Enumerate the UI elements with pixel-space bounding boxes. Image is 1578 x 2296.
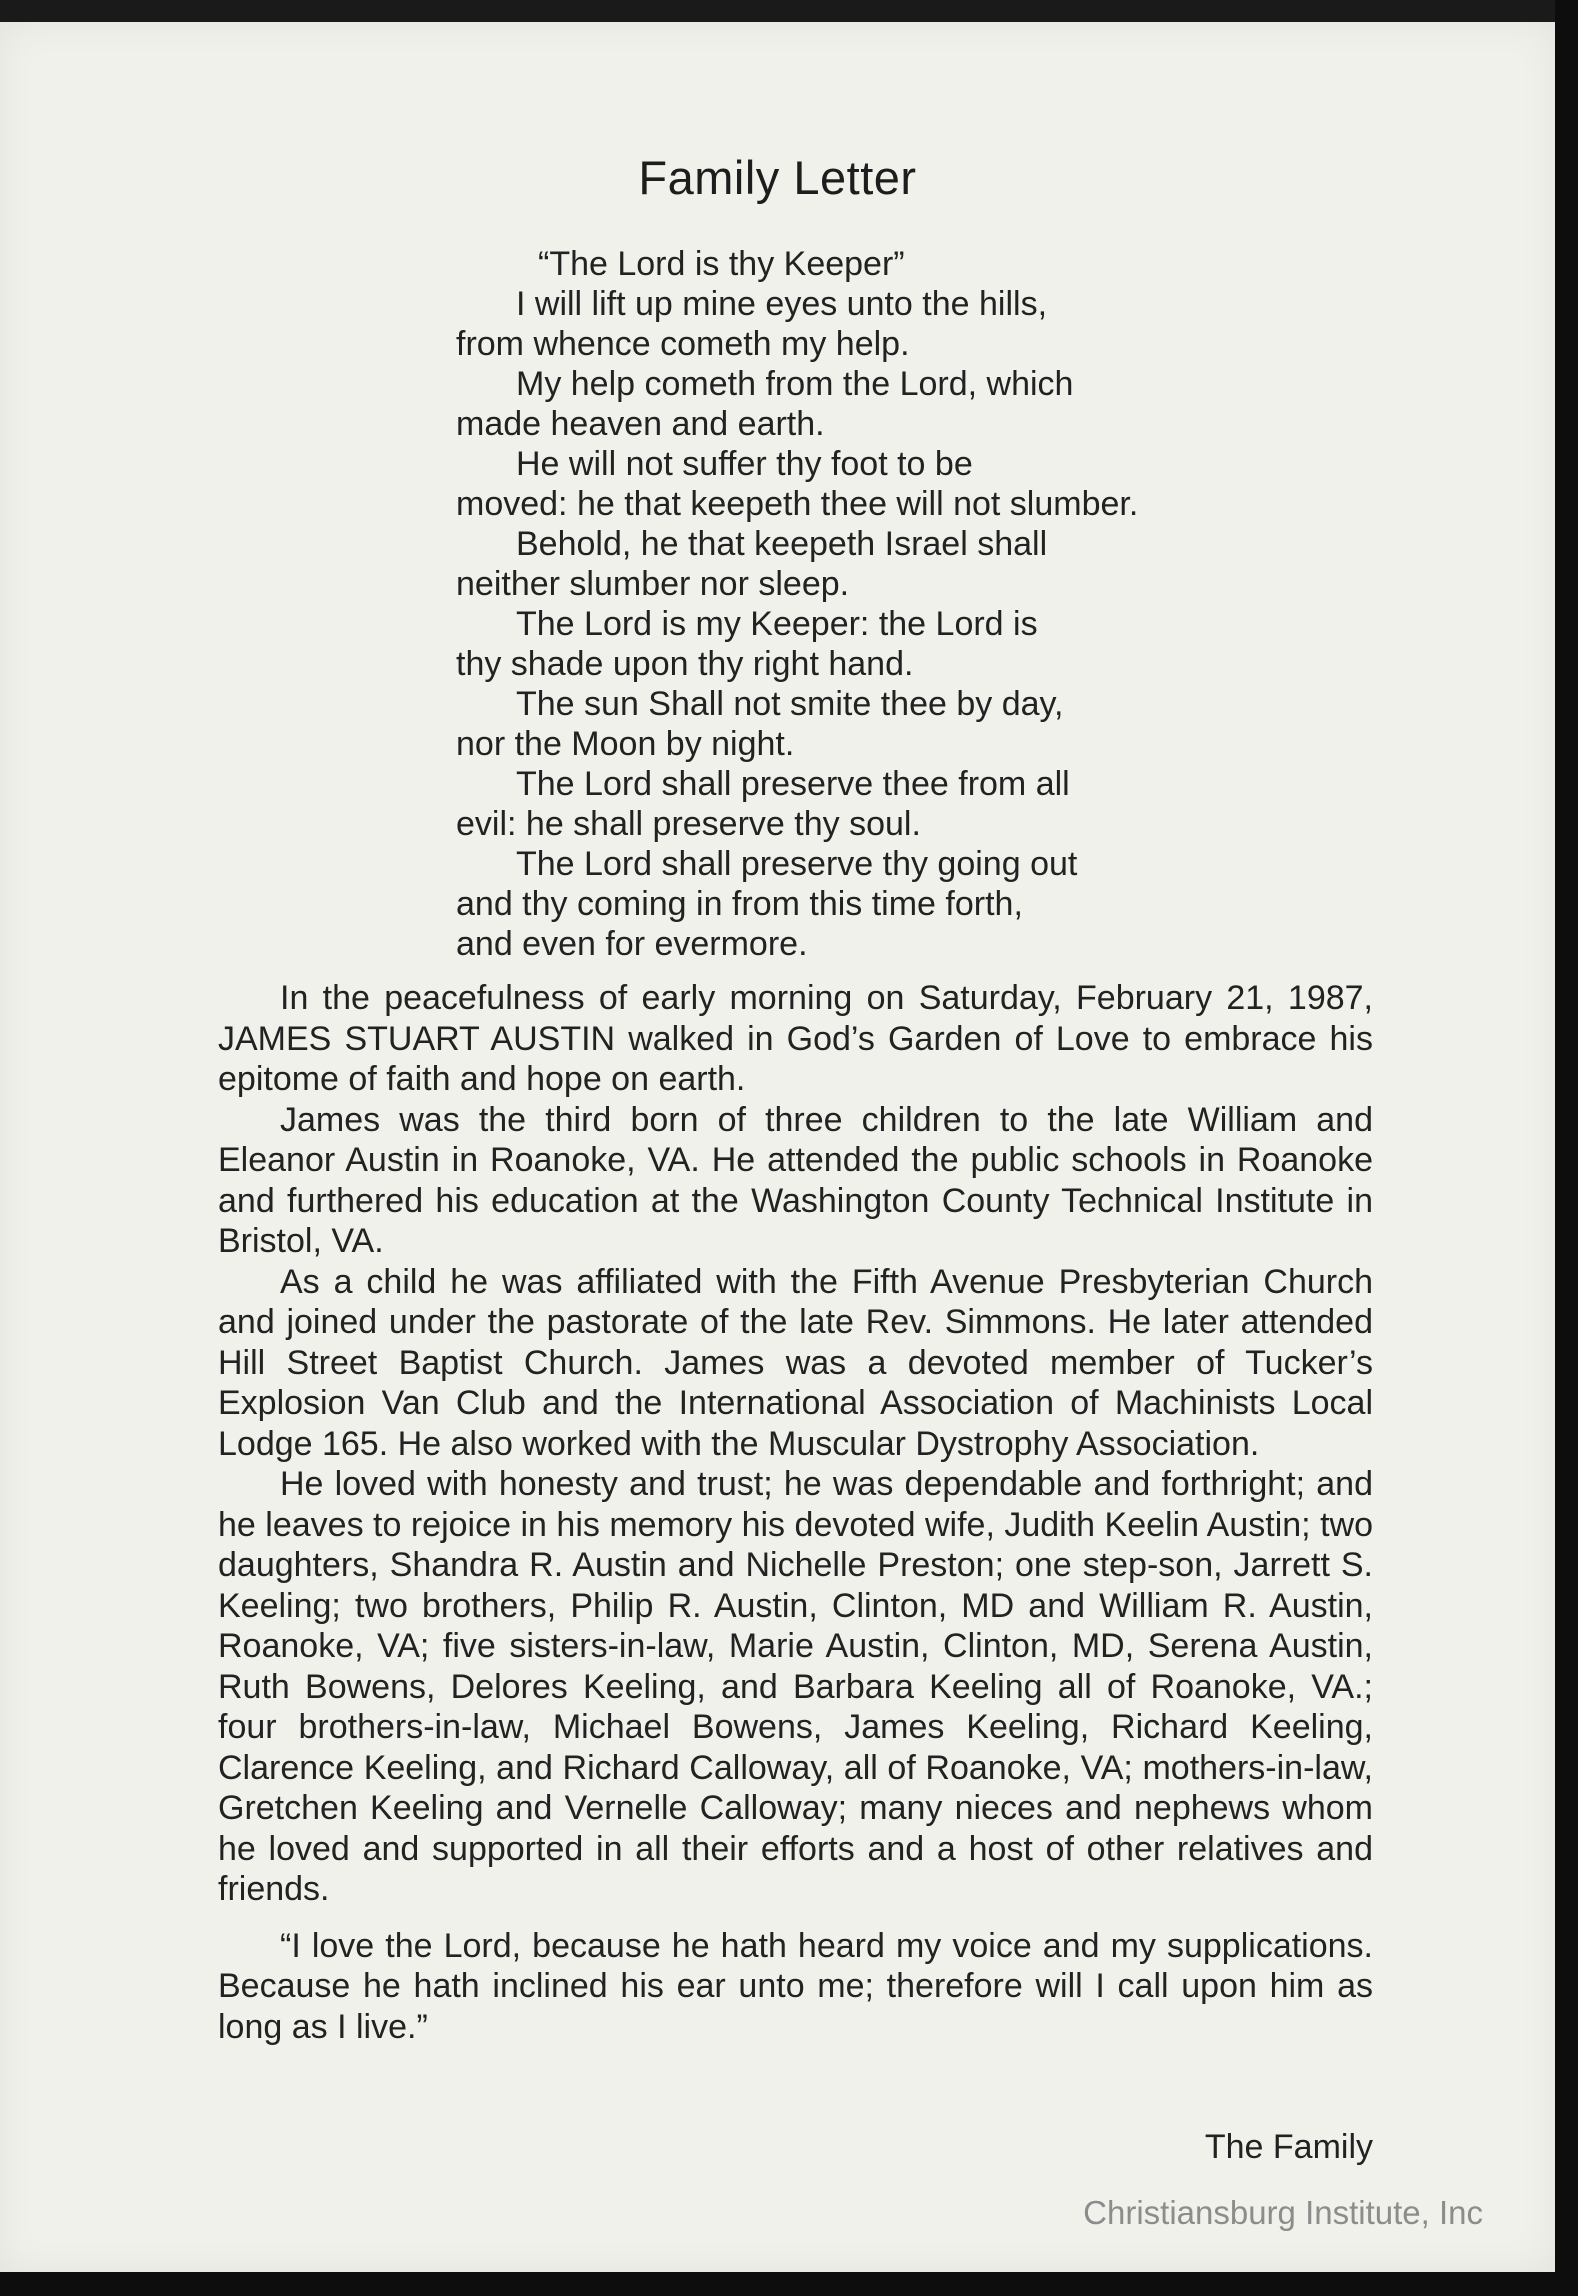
watermark-text: Christiansburg Institute, Inc: [1083, 2194, 1483, 2231]
scan-border-bottom: [0, 2272, 1578, 2296]
poem-line: moved: he that keepeth thee will not slumber.: [456, 485, 1139, 523]
poem-line: “The Lord is thy Keeper”: [538, 245, 905, 283]
poem-line: and even for evermore.: [456, 925, 808, 963]
poem-line: Behold, he that keepeth Israel shall: [516, 525, 1048, 563]
poem-line: The Lord is my Keeper: the Lord is: [516, 605, 1038, 643]
body-paragraph: In the peacefulness of early morning on Saturday, February 21, 1987, JAMES STUART AUSTIN walked in God’s Garden of Love to embrace his epitome of faith and hope on earth.: [218, 979, 1373, 1098]
psalm-poem: [456, 244, 1336, 964]
poem-line: thy shade upon thy right hand.: [456, 645, 914, 683]
poem-line: The Lord shall preserve thee from all: [516, 765, 1070, 803]
scan-border-right: [1555, 0, 1578, 2296]
poem-line: I will lift up mine eyes unto the hills,: [516, 285, 1048, 323]
poem-line: neither slumber nor sleep.: [456, 565, 850, 603]
obituary-body: [218, 978, 1373, 2047]
poem-line: The Lord shall preserve thy going out: [516, 845, 1078, 883]
poem-line: nor the Moon by night.: [456, 725, 795, 763]
poem-line: and thy coming in from this time forth,: [456, 885, 1023, 923]
closing-quote: “I love the Lord, because he hath heard my voice and my supplications. Because he hath inclined his ear unto me; therefore will I call upon him as long as I live.”: [218, 1926, 1373, 2046]
body-paragraph: As a child he was affiliated with the Fifth Avenue Presbyterian Church and joined under the pastorate of the late Rev. Simmons. He later attended Hill Street Baptist Church. James was a devoted member of Tucker’s Explosion Van Club and the International Association of Machinists Local Lodge 165. He also worked with the Muscular Dystrophy Association.: [218, 1262, 1373, 1463]
poem-line: My help cometh from the Lord, which: [516, 365, 1074, 403]
signature: The Family: [1204, 2128, 1373, 2166]
page-title: Family Letter: [638, 151, 917, 204]
poem-line: The sun Shall not smite thee by day,: [516, 685, 1064, 723]
document-page: [0, 22, 1555, 2272]
body-paragraph: James was the third born of three children to the late William and Eleanor Austin in Roanoke, VA. He attended the public schools in Roanoke and furthered his education at the Washington County Technical Institute in Bristol, VA.: [218, 1100, 1373, 1260]
body-paragraph: He loved with honesty and trust; he was dependable and forthright; and he leaves to rejoice in his memory his devoted wife, Judith Keelin Austin; two daughters, Shandra R. Austin and Nichelle Preston; one step-son, Jarrett S. Keeling; two brothers, Philip R. Austin, Clinton, MD and William R. Austin, Roanoke, VA; five sisters-in-law, Marie Austin, Clinton, MD, Serena Austin, Ruth Bowens, Delores Keeling, and Barbara Keeling all of Roanoke, VA.; four brothers-in-law, Michael Bowens, James Keeling, Richard Keeling, Clarence Keeling, and Richard Calloway, all of Roanoke, VA; mothers-in-law, Gretchen Keeling and Vernelle Calloway; many nieces and nephews whom he loved and supported in all their efforts and a host of other relatives and friends.: [218, 1465, 1373, 1908]
poem-line: made heaven and earth.: [456, 405, 825, 443]
poem-line: He will not suffer thy foot to be: [516, 445, 973, 483]
poem-line: from whence cometh my help.: [456, 325, 910, 363]
poem-line: evil: he shall preserve thy soul.: [456, 805, 921, 843]
